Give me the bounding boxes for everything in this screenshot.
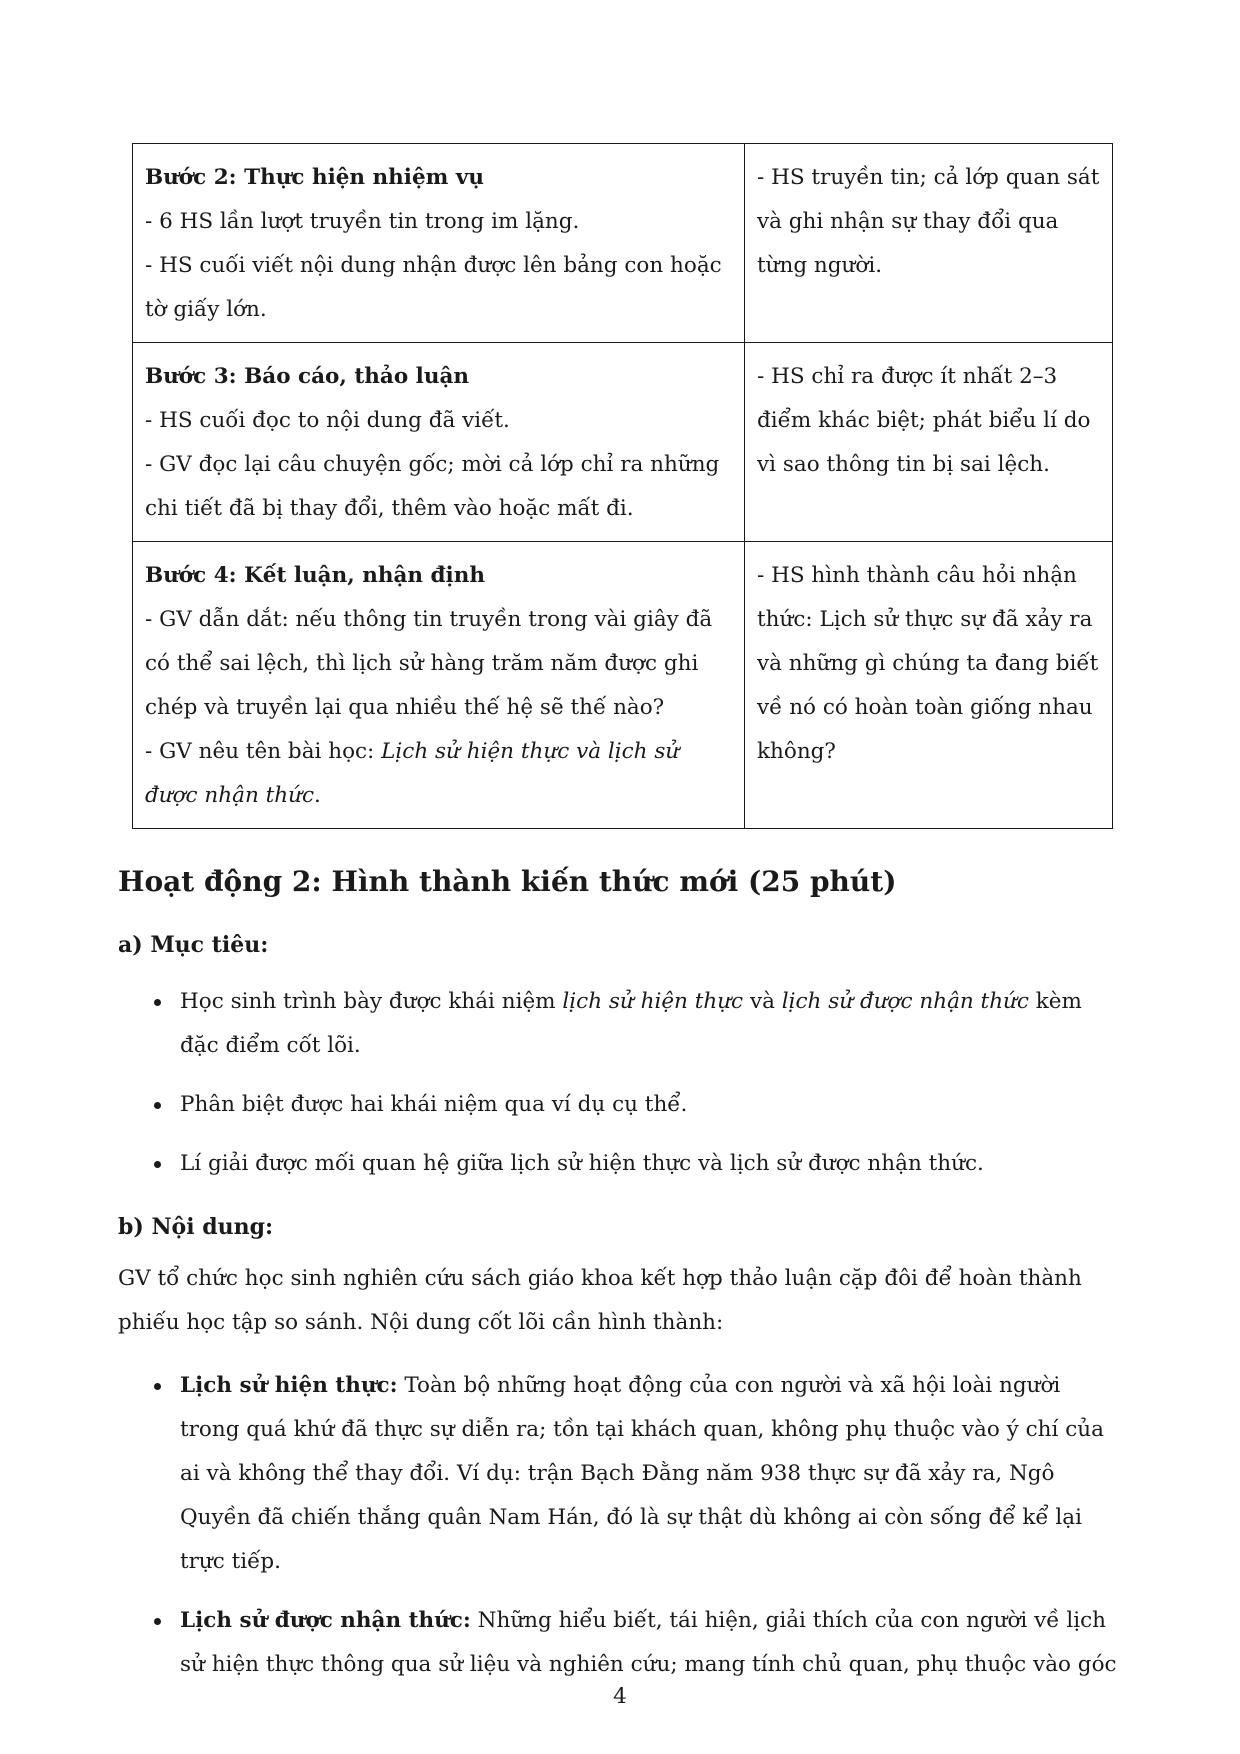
- list-item: [118, 1142, 1122, 1186]
- term-italic: lịch sử được nhận thức: [781, 989, 1029, 1014]
- step-cell: [133, 542, 745, 829]
- concept-term: Lịch sử được nhận thức:: [180, 1608, 471, 1633]
- table-row: [133, 542, 1113, 829]
- student-product-text: - HS chỉ ra được ít nhất 2–3 điểm khác biệt; phát biểu lí do vì sao thông tin bị sai lệch.: [757, 364, 1091, 477]
- content-label: b) Nội dung:: [118, 1214, 274, 1240]
- concept-text: Toàn bộ những hoạt động của con người và xã hội loài người trong quá khứ đã thực sự diễn ra; tồn tại khách quan, không phụ thuộc vào ý chí của ai và không thể thay đổi. Ví dụ: trận Bạch Đằng năm 938 thực sự đã xảy ra, Ngô Quyền đã chiến thắng quân Nam Hán, đó là sự thật dù không ai còn sống để kể lại trực tiếp.: [180, 1373, 1104, 1574]
- activity-steps-table: [132, 143, 1113, 829]
- step-line: - GV đọc lại câu chuyện gốc; mời cả lớp chỉ ra những chi tiết đã bị thay đổi, thêm vào hoặc mất đi.: [145, 452, 720, 521]
- list-item: [118, 1599, 1122, 1687]
- lesson-title: Lịch sử hiện thực và lịch sử được nhận thức: [145, 739, 680, 808]
- term-italic: lịch sử hiện thực: [562, 989, 744, 1014]
- objective-text: Học sinh trình bày được khái niệm: [180, 989, 563, 1014]
- step-line: - HS cuối đọc to nội dung đã viết.: [145, 408, 510, 433]
- step-line: - GV dẫn dắt: nếu thông tin truyền trong vài giây đã có thể sai lệch, thì lịch sử hàng trăm năm được ghi chép và truyền lại qua nhiều thế hệ sẽ thế nào?: [145, 607, 713, 720]
- table-row: [133, 343, 1113, 542]
- concept-text: Những hiểu biết, tái hiện, giải thích của con người về lịch sử hiện thực thông qua sử liệu và nghiên cứu; mang tính chủ quan, phụ thuộc vào góc: [180, 1608, 1117, 1677]
- objective-text: và: [743, 989, 782, 1014]
- step-line: - 6 HS lần lượt truyền tin trong im lặng.: [145, 209, 580, 234]
- content-intro: GV tổ chức học sinh nghiên cứu sách giáo khoa kết hợp thảo luận cặp đôi để hoàn thành phiếu học tập so sánh. Nội dung cốt lõi cần hình thành:: [118, 1266, 1082, 1335]
- student-product-text: - HS truyền tin; cả lớp quan sát và ghi nhận sự thay đổi qua từng người.: [757, 165, 1100, 278]
- step-line-suffix: .: [314, 783, 321, 808]
- step-title: Bước 2: Thực hiện nhiệm vụ: [145, 165, 485, 190]
- concept-term: Lịch sử hiện thực:: [180, 1373, 398, 1398]
- student-product-cell: [745, 343, 1113, 542]
- objective-text: Phân biệt được hai khái niệm qua ví dụ cụ thể.: [180, 1092, 688, 1117]
- table-row: [133, 144, 1113, 343]
- student-product-cell: [745, 144, 1113, 343]
- list-item: [118, 1083, 1122, 1127]
- list-item: [118, 1364, 1122, 1584]
- step-cell: [133, 343, 745, 542]
- step-title: Bước 4: Kết luận, nhận định: [145, 563, 485, 588]
- student-product-cell: [745, 542, 1113, 829]
- concepts-list: [118, 1364, 1122, 1687]
- step-line: - HS cuối viết nội dung nhận được lên bảng con hoặc tờ giấy lớn.: [145, 253, 722, 322]
- objectives-list: [118, 980, 1122, 1186]
- step-line: [145, 730, 732, 818]
- step-line-prefix: - GV nêu tên bài học:: [145, 739, 382, 764]
- student-product-text: - HS hình thành câu hỏi nhận thức: Lịch sử thực sự đã xảy ra và những gì chúng ta đang biết về nó có hoàn toàn giống nhau không?: [757, 563, 1099, 764]
- step-cell: [133, 144, 745, 343]
- objectives-label: a) Mục tiêu:: [118, 932, 269, 958]
- step-title: Bước 3: Báo cáo, thảo luận: [145, 364, 470, 389]
- activity-heading: Hoạt động 2: Hình thành kiến thức mới (25 phút): [118, 865, 897, 898]
- objective-text: kèm đặc điểm cốt lõi.: [180, 989, 1082, 1058]
- objective-text: Lí giải được mối quan hệ giữa lịch sử hiện thực và lịch sử được nhận thức.: [180, 1151, 984, 1176]
- list-item: [118, 980, 1122, 1068]
- page-number: 4: [613, 1684, 627, 1709]
